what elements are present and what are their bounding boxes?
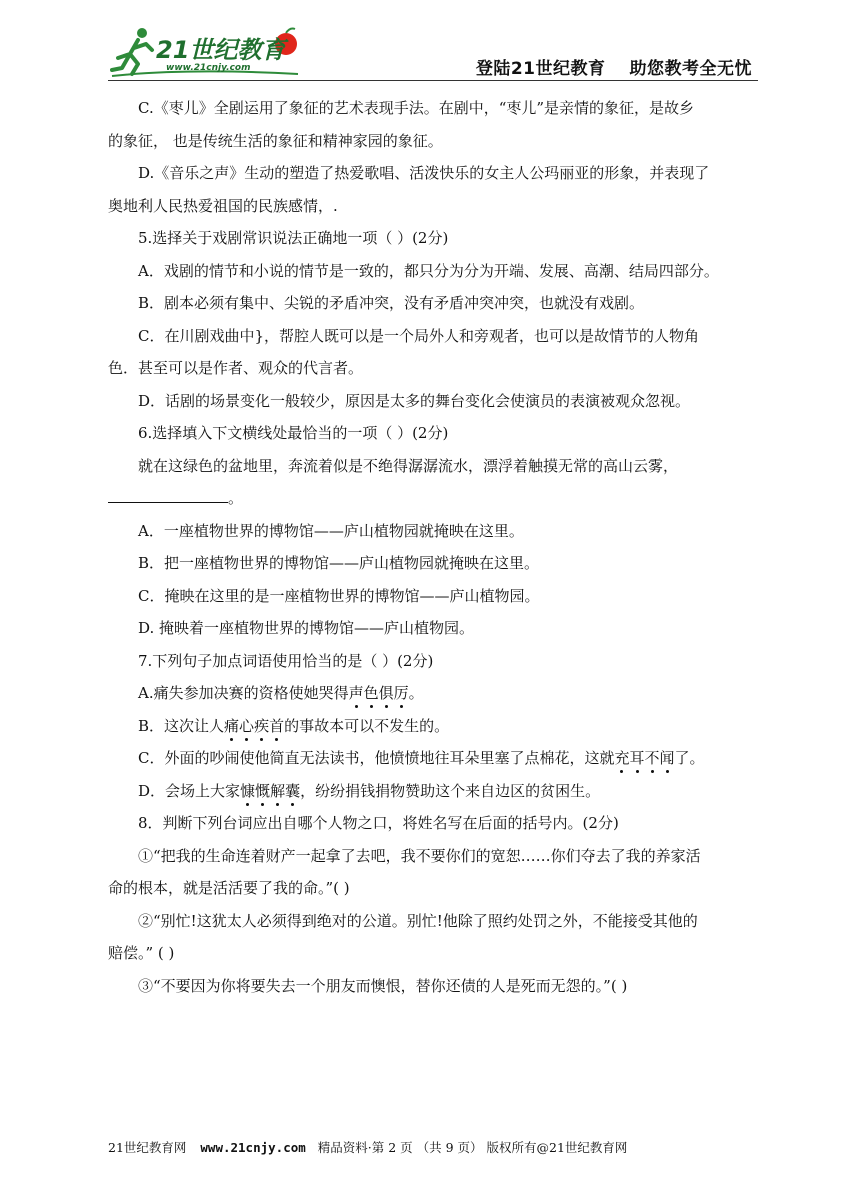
text-line: B．把一座植物世界的博物馆——庐山植物园就掩映在这里。 <box>138 554 540 572</box>
emphasized-word: 声色俱厉 <box>348 684 409 702</box>
footer-right: 精品资料·第 2 页 （共 9 页） 版权所有@21世纪教育网 <box>317 1140 628 1155</box>
fill-in-blank <box>108 484 228 503</box>
slogan-right: 助您教考全无忧 <box>629 59 752 79</box>
text-line: 6.选择填入下文横线处最恰当的一项（ ）(2分) <box>138 424 449 442</box>
text-line: A.痛失参加决赛的资格使她哭得声色俱厉。 <box>138 684 424 702</box>
footer-left: 21世纪教育网 <box>108 1140 187 1155</box>
logo-word: 21世纪教育 <box>156 36 286 64</box>
text-line: 。 <box>108 482 758 515</box>
text-line: 色．甚至可以是作者、观众的代言者。 <box>108 359 364 377</box>
text-line: D.《音乐之声》生动的塑造了热爱歌唱、活泼快乐的女主人公玛丽亚的形象，并表现了 <box>138 164 710 182</box>
text-line: C．在川剧戏曲中}，帮腔人既可以是一个局外人和旁观者，也可以是故情节的人物角 <box>138 326 700 345</box>
text-line: B．这次让人痛心疾首的事故本可以不发生的。 <box>138 716 450 735</box>
footer-site: www.21cnjy.com <box>200 1140 306 1155</box>
text-line: D. 掩映着一座植物世界的博物馆——庐山植物园。 <box>138 619 475 637</box>
emphasized-word: 充耳不闻 <box>614 749 675 767</box>
text-line: 7.下列句子加点词语使用恰当的是（ ）(2分) <box>138 651 434 670</box>
text-line: ②“别忙!这犹太人必须得到绝对的公道。别忙!他除了照约处罚之外，不能接受其他的 <box>138 911 698 930</box>
header-slogan <box>476 54 752 79</box>
document-body <box>108 92 758 1002</box>
text-line: C．外面的吵闹使他简直无法读书，他愤愤地往耳朵里塞了点棉花，这就充耳不闻了。 <box>138 749 705 767</box>
text-line: 5.选择关于戏剧常识说法正确地一项（ ）(2分) <box>138 229 449 247</box>
emphasized-word: 痛心疾首 <box>224 716 285 735</box>
text-line: B．剧本必须有集中、尖锐的矛盾冲突，没有矛盾冲突冲突，也就没有戏剧。 <box>138 294 645 312</box>
text-line: 就在这绿色的盆地里，奔流着似是不绝得潺潺流水，漂浮着触摸无常的高山云雾， <box>138 456 679 475</box>
page-header <box>108 22 758 86</box>
text-line: 的象征， 也是传统生活的象征和精神家园的象征。 <box>108 131 443 150</box>
text-line: 赔偿。” ( ) <box>108 944 175 962</box>
text-line: ③“不要因为你将要失去一个朋友而懊恨，替你还债的人是死而无怨的。”( ) <box>138 976 628 995</box>
text-line: D．话剧的场景变化一般较少，原因是太多的舞台变化会使演员的表演被观众忽视。 <box>138 391 691 410</box>
text-line: A．戏剧的情节和小说的情节是一致的，都只分为分为开端、发展、高潮、结局四部分。 <box>138 261 719 280</box>
logo-graphic <box>108 24 308 82</box>
slogan-left: 登陆21世纪教育 <box>475 59 606 79</box>
emphasized-word: 慷慨解囊 <box>240 781 301 800</box>
page-footer <box>108 1138 768 1156</box>
header-rule <box>108 80 758 81</box>
text-line: C.《枣儿》全剧运用了象征的艺术表现手法。在剧中，“枣儿”是亲情的象征，是故乡 <box>138 99 695 117</box>
text-line: 奥地利人民热爱祖国的民族感情，. <box>108 196 338 215</box>
logo <box>108 24 308 82</box>
text-line: C．掩映在这里的是一座植物世界的博物馆——庐山植物园。 <box>138 586 540 605</box>
text-line: 命的根本，就是活活要了我的命。”( ) <box>108 879 350 897</box>
text-line: 8．判断下列台词应出自哪个人物之口，将姓名写在后面的括号内。(2分) <box>138 814 619 832</box>
logo-url: www.21cnjy.com <box>166 63 251 73</box>
text-line: D．会场上大家慷慨解囊，纷纷捐钱捐物赞助这个来自边区的贫困生。 <box>138 781 601 800</box>
text-line: A．一座植物世界的博物馆——庐山植物园就掩映在这里。 <box>138 521 524 540</box>
text-line: ①“把我的生命连着财产一起拿了去吧，我不要你们的宽恕……你们夺去了我的养家活 <box>138 846 701 865</box>
